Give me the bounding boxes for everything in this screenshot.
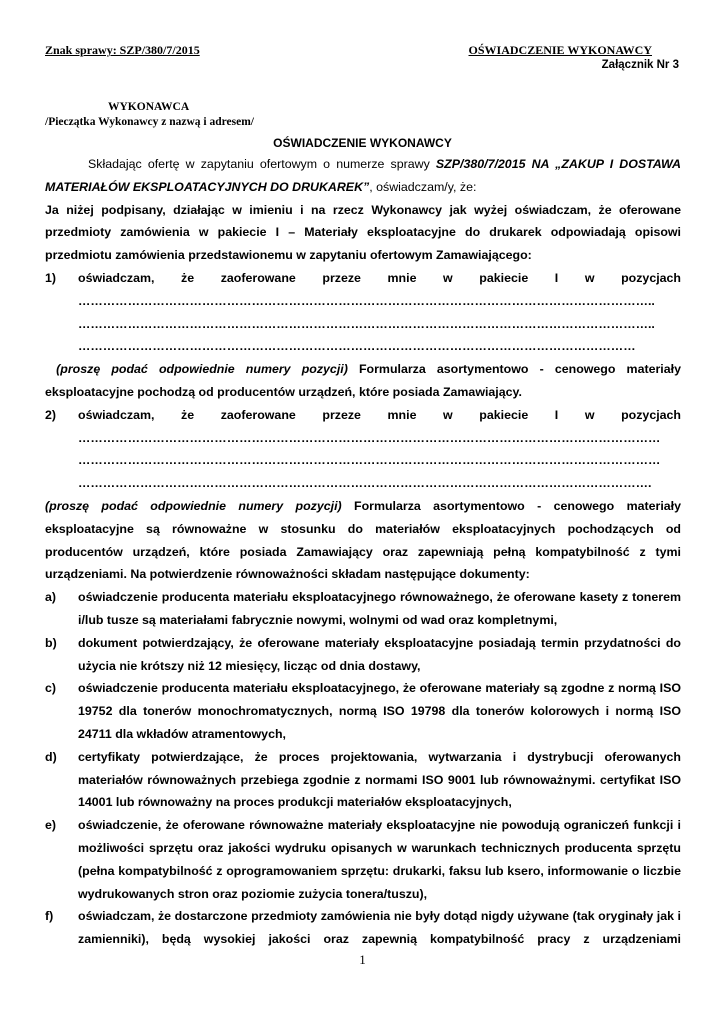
statement-2-number: 2) (45, 407, 57, 422)
document-title: OŚWIADCZENIE WYKONAWCY (273, 136, 452, 150)
statement-1-number: 1) (45, 270, 57, 285)
positions-field-1c: ……………………………………………………………………………………………………………………… (78, 339, 636, 354)
statement-1-text: oświadczam, że zaoferowane przeze mnie w pakiecie I w pozycjach (78, 270, 681, 285)
document-item-a: a) oświadczenie producenta materiału eksploatacyjnego równoważnego, że oferowane kasety z tonerem i/lub tusze są materiałami fabrycznie nowymi, wolnymi od wad oraz kompletnymi, (45, 590, 681, 627)
statement-2-note: (proszę podać odpowiednie numery pozycji) (45, 498, 342, 513)
statement-2-text: oświadczam, że zaoferowane przeze mnie w pakiecie I w pozycjach (78, 407, 681, 422)
positions-field-2b: …………………………………………………………………………………………………………………………… (78, 453, 661, 468)
intro-paragraph: Składając ofertę w zapytaniu ofertowym o numerze sprawy SZP/380/7/2015 NA „ZAKUP I DOSTAWA MATERIAŁÓW EKSPLOATACYJNYCH DO DRUKAREK”, oświadczam/y, że: (45, 157, 681, 194)
document-body (45, 153, 681, 951)
header-doc-title: OŚWIADCZENIE WYKONAWCY (468, 43, 652, 57)
case-reference: SZP/380/7/2015 NA „ZAKUP I DOSTAWA MATERIAŁÓW EKSPLOATACYJNYCH DO DRUKAREK” (45, 157, 681, 194)
page-header (45, 43, 652, 58)
declaration-paragraph: Ja niżej podpisany, działając w imieniu i na rzecz Wykonawcy jak wyżej oświadczam, że oferowane przedmioty zamówienia w pakiecie I – Materiały eksploatacyjne do drukarek odpowiadają opisowi przedmiotu zamówienia przedstawionemu w zapytaniu ofertowym Zamawiającego: (45, 202, 681, 263)
document-item-c: c) oświadczenie producenta materiału eksploatacyjnego, że oferowane materiały są zgodne z normą ISO 19752 dla tonerów monochromatycznych, normą ISO 19798 dla tonerów kolorowych i normą ISO 24711 dla wkładów atramentowych, (45, 681, 681, 741)
statement-2 (45, 404, 681, 427)
statement-1-note: (proszę podać odpowiednie numery pozycji) (56, 362, 348, 377)
contractor-stamp-note: /Pieczątka Wykonawcy z nazwą i adresem/ (45, 116, 254, 128)
annex-label: Załącznik Nr 3 (601, 59, 679, 71)
case-number: Znak sprawy: SZP/380/7/2015 (45, 43, 200, 57)
positions-field-1a: ………………………………………………………………………………………………………………………….. (78, 293, 655, 308)
page-number: 1 (359, 952, 366, 967)
statement-1 (45, 267, 681, 290)
positions-field-2c: …………………………………………………………………………………………………………………………. (78, 476, 652, 491)
contractor-label: WYKONAWCA (108, 101, 190, 113)
document-item-b: b) dokument potwierdzający, że oferowane materiały eksploatacyjne posiadają termin przydatności do użycia nie krótszy niż 12 miesięcy, licząc od dnia dostawy, (45, 635, 681, 673)
document-item-e: e) oświadczenie, że oferowane równoważne materiały eksploatacyjne nie powodują ograniczeń funkcji i możliwości sprzętu oraz jakości wydruku opisanych w warunkach technicznych producenta sprzętu (pełna kompatybilność z oprogramowaniem sprzętu: drukarki, faksu lub ksero, informowanie o liczbie wydrukowanych stron oraz poziomie zużycia tonera/tuszu), (45, 818, 681, 901)
statement-2-continuation: (proszę podać odpowiednie numery pozycji) Formularza asortymentowo - cenowego materiały eksploatacyjne są równoważne w stosunku do materiałów eksploatacyjnych pochodzących od producentów urządzeń, które posiada Zamawiający oraz zapewniają pełną kompatybilność z tymi urządzeniami. Na potwierdzenie równoważności składam następujące dokumenty: (45, 498, 681, 582)
statement-1-continuation: (proszę podać odpowiednie numery pozycji) Formularza asortymentowo - cenowego materiały eksploatacyjne pochodzą od producentów urządzeń, które posiada Zamawiający. (45, 362, 681, 399)
document-item-f: f) oświadczam, że dostarczone przedmioty zamówienia nie były dotąd nigdy używane (tak oryginały jak i zamienniki), będą wysokiej jakości oraz zapewnią kompatybilność pracy z urządzeniami (45, 909, 681, 947)
document-item-d: d) certyfikaty potwierdzające, że proces projektowania, wytwarzania i dystrybucji oferowanych materiałów równoważnych przebiega zgodnie z normami ISO 9001 lub równoważnymi. certyfikat ISO 14001 lub równoważny na proces produkcji materiałów eksploatacyjnych, (45, 749, 681, 810)
positions-field-1b: ………………………………………………………………………………………………………………………….. (78, 316, 655, 331)
positions-field-2a: …………………………………………………………………………………………………………………………… (78, 430, 661, 445)
